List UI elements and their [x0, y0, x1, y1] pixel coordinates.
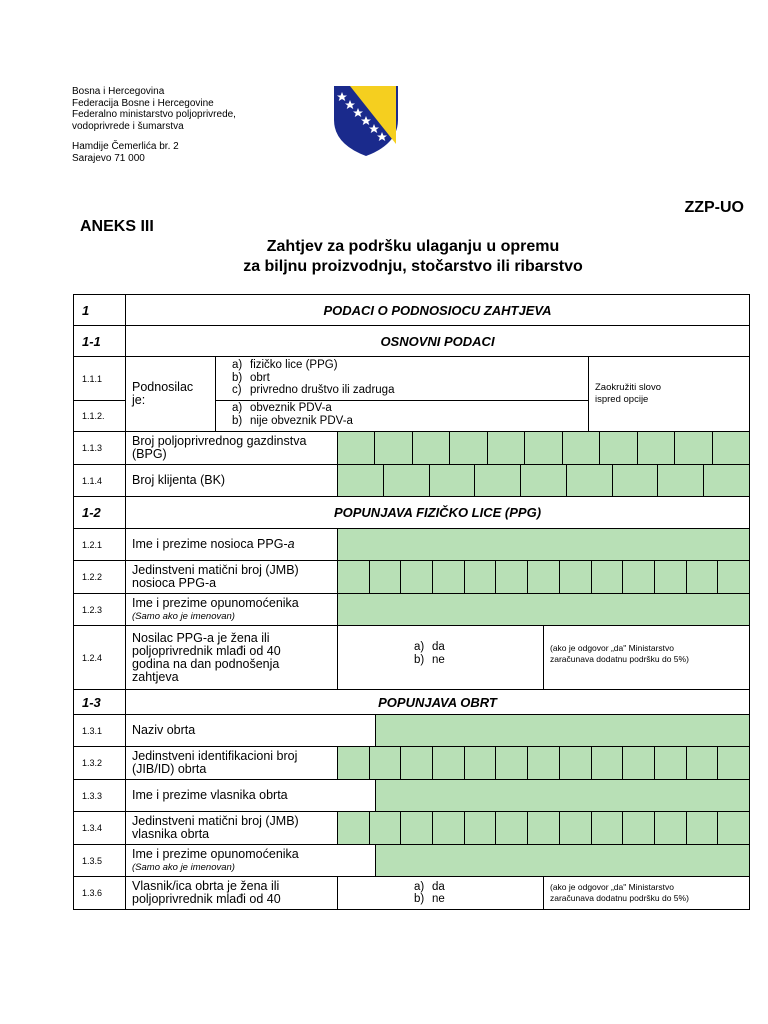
option-company[interactable]: c) privredno društvo ili zadruga	[232, 384, 395, 396]
digit-box[interactable]	[413, 431, 450, 465]
ppg-eligibility-label: Nosilac PPG-a je žena ili poljoprivrednik mlađi od 40 godina na dan podnošenja zahtjeva	[125, 625, 338, 690]
row-number: 1.1.3	[73, 431, 126, 465]
institution-header	[72, 86, 236, 132]
digit-box[interactable]	[521, 464, 567, 497]
row-number: 1.2.3	[73, 593, 126, 626]
ppg-eligibility-options[interactable]	[337, 625, 544, 690]
digit-box[interactable]	[337, 560, 370, 594]
digit-box[interactable]	[675, 431, 712, 465]
digit-box[interactable]	[337, 464, 384, 497]
obrt-owner-jmb-digit-boxes[interactable]	[337, 811, 750, 845]
coat-of-arms-icon	[332, 84, 400, 158]
digit-box[interactable]	[567, 464, 613, 497]
address-line: Hamdije Čemerlića br. 2	[72, 141, 179, 152]
digit-box[interactable]	[370, 811, 402, 845]
row-number: 1.2.4	[73, 625, 126, 690]
digit-box[interactable]	[718, 811, 750, 845]
bpg-digit-boxes[interactable]	[337, 431, 750, 465]
option-no[interactable]: b) ne	[414, 653, 445, 666]
digit-box[interactable]	[658, 464, 704, 497]
obrt-jib-digit-boxes[interactable]	[337, 746, 750, 780]
row-number: 1.1.2.	[73, 400, 126, 432]
digit-box[interactable]	[465, 811, 497, 845]
digit-box[interactable]	[430, 464, 476, 497]
obrt-owner-name-label: Ime i prezime vlasnika obrta	[125, 779, 376, 812]
ppg-jmb-label: Jedinstveni matični broj (JMB) nosioca PPG-a	[125, 560, 338, 594]
section-title: POPUNJAVA FIZIČKO LICE (PPG)	[125, 496, 750, 529]
digit-box[interactable]	[655, 746, 687, 780]
ppg-proxy-label: Ime i prezime opunomoćenika (Samo ako je imenovan)	[125, 593, 338, 626]
obrt-name-field[interactable]	[375, 714, 750, 747]
digit-box[interactable]	[375, 431, 412, 465]
digit-box[interactable]	[713, 431, 750, 465]
digit-box[interactable]	[687, 560, 719, 594]
option-obrt[interactable]: b) obrt	[232, 371, 270, 384]
digit-box[interactable]	[384, 464, 430, 497]
digit-box[interactable]	[613, 464, 659, 497]
obrt-eligibility-options[interactable]	[337, 876, 544, 910]
digit-box[interactable]	[655, 560, 687, 594]
applicant-type-options[interactable]	[215, 356, 589, 401]
row-number: 1.2.2	[73, 560, 126, 594]
header-line: vodoprivrede i šumarstva	[72, 120, 184, 132]
row-number: 1.3.4	[73, 811, 126, 845]
option-not-vat-payer[interactable]: b) nije obveznik PDV-a	[232, 414, 353, 427]
option-no[interactable]: b) ne	[414, 893, 445, 905]
row-number: 1.3.3	[73, 779, 126, 812]
ppg-proxy-name-field[interactable]	[337, 593, 750, 626]
digit-box[interactable]	[465, 560, 497, 594]
ppg-holder-name-label: Ime i prezime nosioca PPG-a	[125, 528, 338, 561]
digit-box[interactable]	[433, 560, 465, 594]
obrt-proxy-name-field[interactable]	[375, 844, 750, 877]
header-line: Federalno ministarstvo poljoprivrede,	[72, 109, 236, 120]
obrt-name-label: Naziv obrta	[125, 714, 376, 747]
row-number: 1.3.1	[73, 714, 126, 747]
option-yes[interactable]: a) da	[414, 880, 445, 893]
digit-box[interactable]	[592, 560, 624, 594]
section-title: PODACI O PODNOSIOCU ZAHTJEVA	[125, 294, 750, 326]
digit-box[interactable]	[370, 746, 402, 780]
bpg-label: Broj poljoprivrednog gazdinstva (BPG)	[125, 431, 338, 465]
digit-box[interactable]	[450, 431, 487, 465]
digit-box[interactable]	[592, 746, 624, 780]
digit-box[interactable]	[560, 811, 592, 845]
digit-box[interactable]	[475, 464, 521, 497]
digit-box[interactable]	[496, 560, 528, 594]
row-number: 1.3.6	[73, 876, 126, 910]
option-vat-payer[interactable]: a) obveznik PDV-a	[232, 402, 332, 414]
address-block	[72, 141, 179, 164]
ppg-jmb-digit-boxes[interactable]	[337, 560, 750, 594]
digit-box[interactable]	[623, 811, 655, 845]
annex-label: ANEKS III	[80, 218, 154, 235]
form-code: ZZP-UO	[684, 199, 744, 216]
digit-box[interactable]	[370, 560, 402, 594]
digit-box[interactable]	[638, 431, 675, 465]
address-line: Sarajevo 71 000	[72, 152, 145, 164]
digit-box[interactable]	[496, 811, 528, 845]
digit-box[interactable]	[560, 560, 592, 594]
header-line: Federacija Bosne i Hercegovine	[72, 97, 214, 109]
digit-box[interactable]	[401, 811, 433, 845]
digit-box[interactable]	[623, 746, 655, 780]
bonus-support-note: (ako je odgovor „da" Ministarstvo zaračunava dodatnu podršku do 5%)	[543, 876, 750, 910]
section-title: POPUNJAVA OBRT	[125, 689, 750, 715]
obrt-eligibility-label: Vlasnik/ica obrta je žena ili poljoprivrednik mlađi od 40	[125, 876, 338, 910]
option-ppg[interactable]: a) fizičko lice (PPG)	[232, 359, 338, 371]
form-title-line: za biljnu proizvodnju, stočarstvo ili ribarstvo	[243, 258, 583, 275]
vat-status-options[interactable]	[215, 400, 589, 432]
row-number: 1.3.2	[73, 746, 126, 780]
form-title	[0, 237, 768, 277]
digit-box[interactable]	[488, 431, 525, 465]
digit-box[interactable]	[433, 746, 465, 780]
digit-box[interactable]	[655, 811, 687, 845]
digit-box[interactable]	[401, 746, 433, 780]
digit-box[interactable]	[687, 746, 719, 780]
digit-box[interactable]	[623, 560, 655, 594]
digit-box[interactable]	[528, 746, 560, 780]
applicant-label	[125, 356, 216, 432]
section-number: 1-2	[73, 496, 126, 529]
digit-box[interactable]	[401, 560, 433, 594]
digit-box[interactable]	[600, 431, 637, 465]
digit-box[interactable]	[496, 746, 528, 780]
row-number: 1.1.4	[73, 464, 126, 497]
digit-box[interactable]	[337, 811, 370, 845]
digit-box[interactable]	[528, 811, 560, 845]
circle-instruction: Zaokružiti slovo ispred opcije	[588, 356, 750, 432]
form-title-line: Zahtjev za podršku ulaganju u opremu	[266, 238, 560, 255]
row-number: 1.1.1	[73, 356, 126, 401]
digit-box[interactable]	[337, 746, 370, 780]
digit-box[interactable]	[528, 560, 560, 594]
bk-label: Broj klijenta (BK)	[125, 464, 338, 497]
option-yes[interactable]: a) da	[414, 641, 445, 653]
digit-box[interactable]	[465, 746, 497, 780]
section-number: 1	[73, 294, 126, 326]
obrt-proxy-label: Ime i prezime opunomoćenika (Samo ako je imenovan)	[125, 844, 376, 877]
digit-box[interactable]	[718, 746, 750, 780]
digit-box[interactable]	[433, 811, 465, 845]
row-number: 1.3.5	[73, 844, 126, 877]
ppg-holder-name-field[interactable]	[337, 528, 750, 561]
digit-box[interactable]	[525, 431, 562, 465]
digit-box[interactable]	[563, 431, 600, 465]
digit-box[interactable]	[718, 560, 750, 594]
applicant-label-text: Podnosilac je:	[132, 380, 194, 407]
bonus-support-note: (ako je odgovor „da" Ministarstvo zaračunava dodatnu podršku do 5%)	[543, 625, 750, 690]
section-number: 1-3	[73, 689, 126, 715]
digit-box[interactable]	[687, 811, 719, 845]
digit-box[interactable]	[337, 431, 375, 465]
section-number: 1-1	[73, 325, 126, 357]
obrt-owner-name-field[interactable]	[375, 779, 750, 812]
obrt-jib-label: Jedinstveni identifikacioni broj (JIB/ID) obrta	[125, 746, 338, 780]
digit-box[interactable]	[704, 464, 750, 497]
digit-box[interactable]	[592, 811, 624, 845]
header-line: Bosna i Hercegovina	[72, 86, 165, 97]
section-title: OSNOVNI PODACI	[125, 325, 750, 357]
row-number: 1.2.1	[73, 528, 126, 561]
bk-digit-boxes[interactable]	[337, 464, 750, 497]
digit-box[interactable]	[560, 746, 592, 780]
obrt-owner-jmb-label: Jedinstveni matični broj (JMB) vlasnika obrta	[125, 811, 338, 845]
